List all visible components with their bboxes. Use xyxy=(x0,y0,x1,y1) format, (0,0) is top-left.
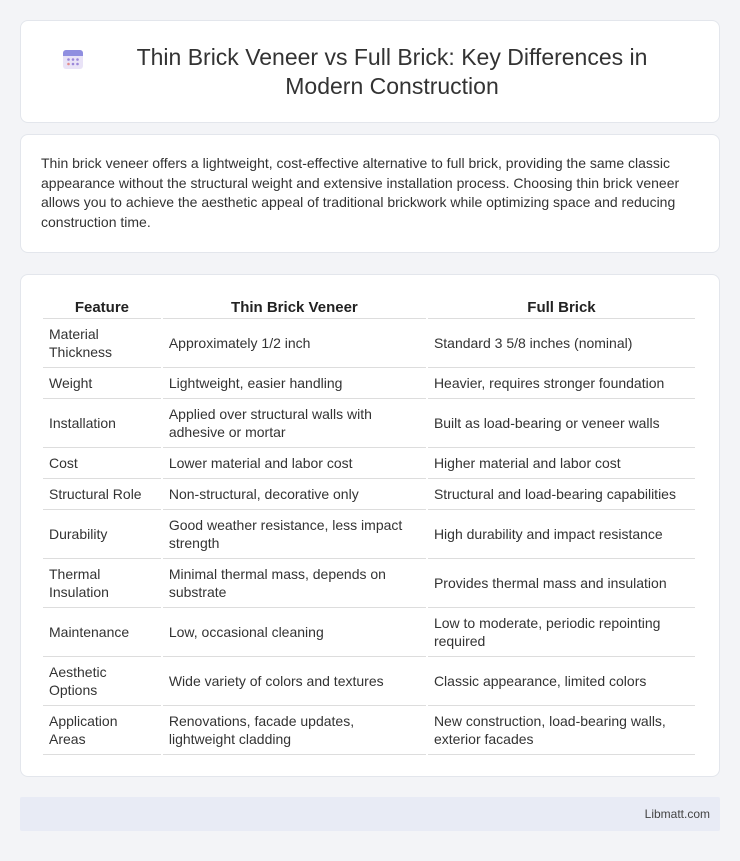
table-cell-thin-brick: Good weather resistance, less impact strength xyxy=(163,510,426,559)
footer-brand-link[interactable]: Libmatt.com xyxy=(644,807,710,821)
table-cell-full-brick: New construction, load-bearing walls, exterior facades xyxy=(428,706,695,755)
table-row xyxy=(43,559,695,608)
page-title: Thin Brick Veneer vs Full Brick: Key Differences in Modern Construction xyxy=(136,43,648,99)
table-cell-thin-brick: Wide variety of colors and textures xyxy=(163,657,426,706)
table-row xyxy=(43,368,695,399)
table-cell-thin-brick: Low, occasional cleaning xyxy=(163,608,426,657)
table-cell-thin-brick: Non-structural, decorative only xyxy=(163,479,426,510)
comparison-table xyxy=(41,297,697,755)
table-cell-thin-brick: Minimal thermal mass, depends on substrate xyxy=(163,559,426,608)
table-cell-thin-brick: Lightweight, easier handling xyxy=(163,368,426,399)
intro-card xyxy=(20,134,720,253)
table-cell-feature: Weight xyxy=(43,368,161,399)
table-cell-full-brick: Low to moderate, periodic repointing required xyxy=(428,608,695,657)
table-row xyxy=(43,608,695,657)
table-cell-feature: Structural Role xyxy=(43,479,161,510)
table-cell-full-brick: Heavier, requires stronger foundation xyxy=(428,368,695,399)
table-cell-full-brick: Provides thermal mass and insulation xyxy=(428,559,695,608)
column-header-full-brick: Full Brick xyxy=(428,297,695,319)
column-header-feature: Feature xyxy=(43,297,161,319)
table-cell-thin-brick: Lower material and labor cost xyxy=(163,448,426,479)
table-cell-thin-brick: Renovations, facade updates, lightweight cladding xyxy=(163,706,426,755)
table-row xyxy=(43,448,695,479)
table-cell-full-brick: Structural and load-bearing capabilities xyxy=(428,479,695,510)
table-cell-feature: Aesthetic Options xyxy=(43,657,161,706)
table-cell-feature: Thermal Insulation xyxy=(43,559,161,608)
table-cell-full-brick: Standard 3 5/8 inches (nominal) xyxy=(428,319,695,368)
table-row xyxy=(43,319,695,368)
table-row xyxy=(43,510,695,559)
table-cell-feature: Material Thickness xyxy=(43,319,161,368)
footer-bar xyxy=(20,797,720,831)
column-header-thin-brick: Thin Brick Veneer xyxy=(163,297,426,319)
table-row xyxy=(43,479,695,510)
table-cell-feature: Maintenance xyxy=(43,608,161,657)
table-cell-full-brick: High durability and impact resistance xyxy=(428,510,695,559)
table-row xyxy=(43,657,695,706)
table-cell-thin-brick: Approximately 1/2 inch xyxy=(163,319,426,368)
table-cell-feature: Installation xyxy=(43,399,161,448)
table-cell-feature: Application Areas xyxy=(43,706,161,755)
table-row xyxy=(43,399,695,448)
comparison-card xyxy=(20,274,720,777)
table-cell-full-brick: Built as load-bearing or veneer walls xyxy=(428,399,695,448)
table-row xyxy=(43,706,695,755)
header-card xyxy=(20,20,720,123)
calendar-icon xyxy=(61,47,85,71)
table-cell-feature: Durability xyxy=(43,510,161,559)
intro-paragraph: Thin brick veneer offers a lightweight, cost-effective alternative to full brick, providing the same classic appearance without the structural weight and extensive installation process. Choosing thin brick veneer allows you to achieve the aesthetic appeal of traditional brickwork while optimizing space and reducing construction time. xyxy=(41,155,680,230)
table-cell-full-brick: Higher material and labor cost xyxy=(428,448,695,479)
table-header-row xyxy=(43,297,695,319)
table-cell-feature: Cost xyxy=(43,448,161,479)
table-cell-thin-brick: Applied over structural walls with adhesive or mortar xyxy=(163,399,426,448)
table-cell-full-brick: Classic appearance, limited colors xyxy=(428,657,695,706)
title-wrap xyxy=(61,43,679,101)
